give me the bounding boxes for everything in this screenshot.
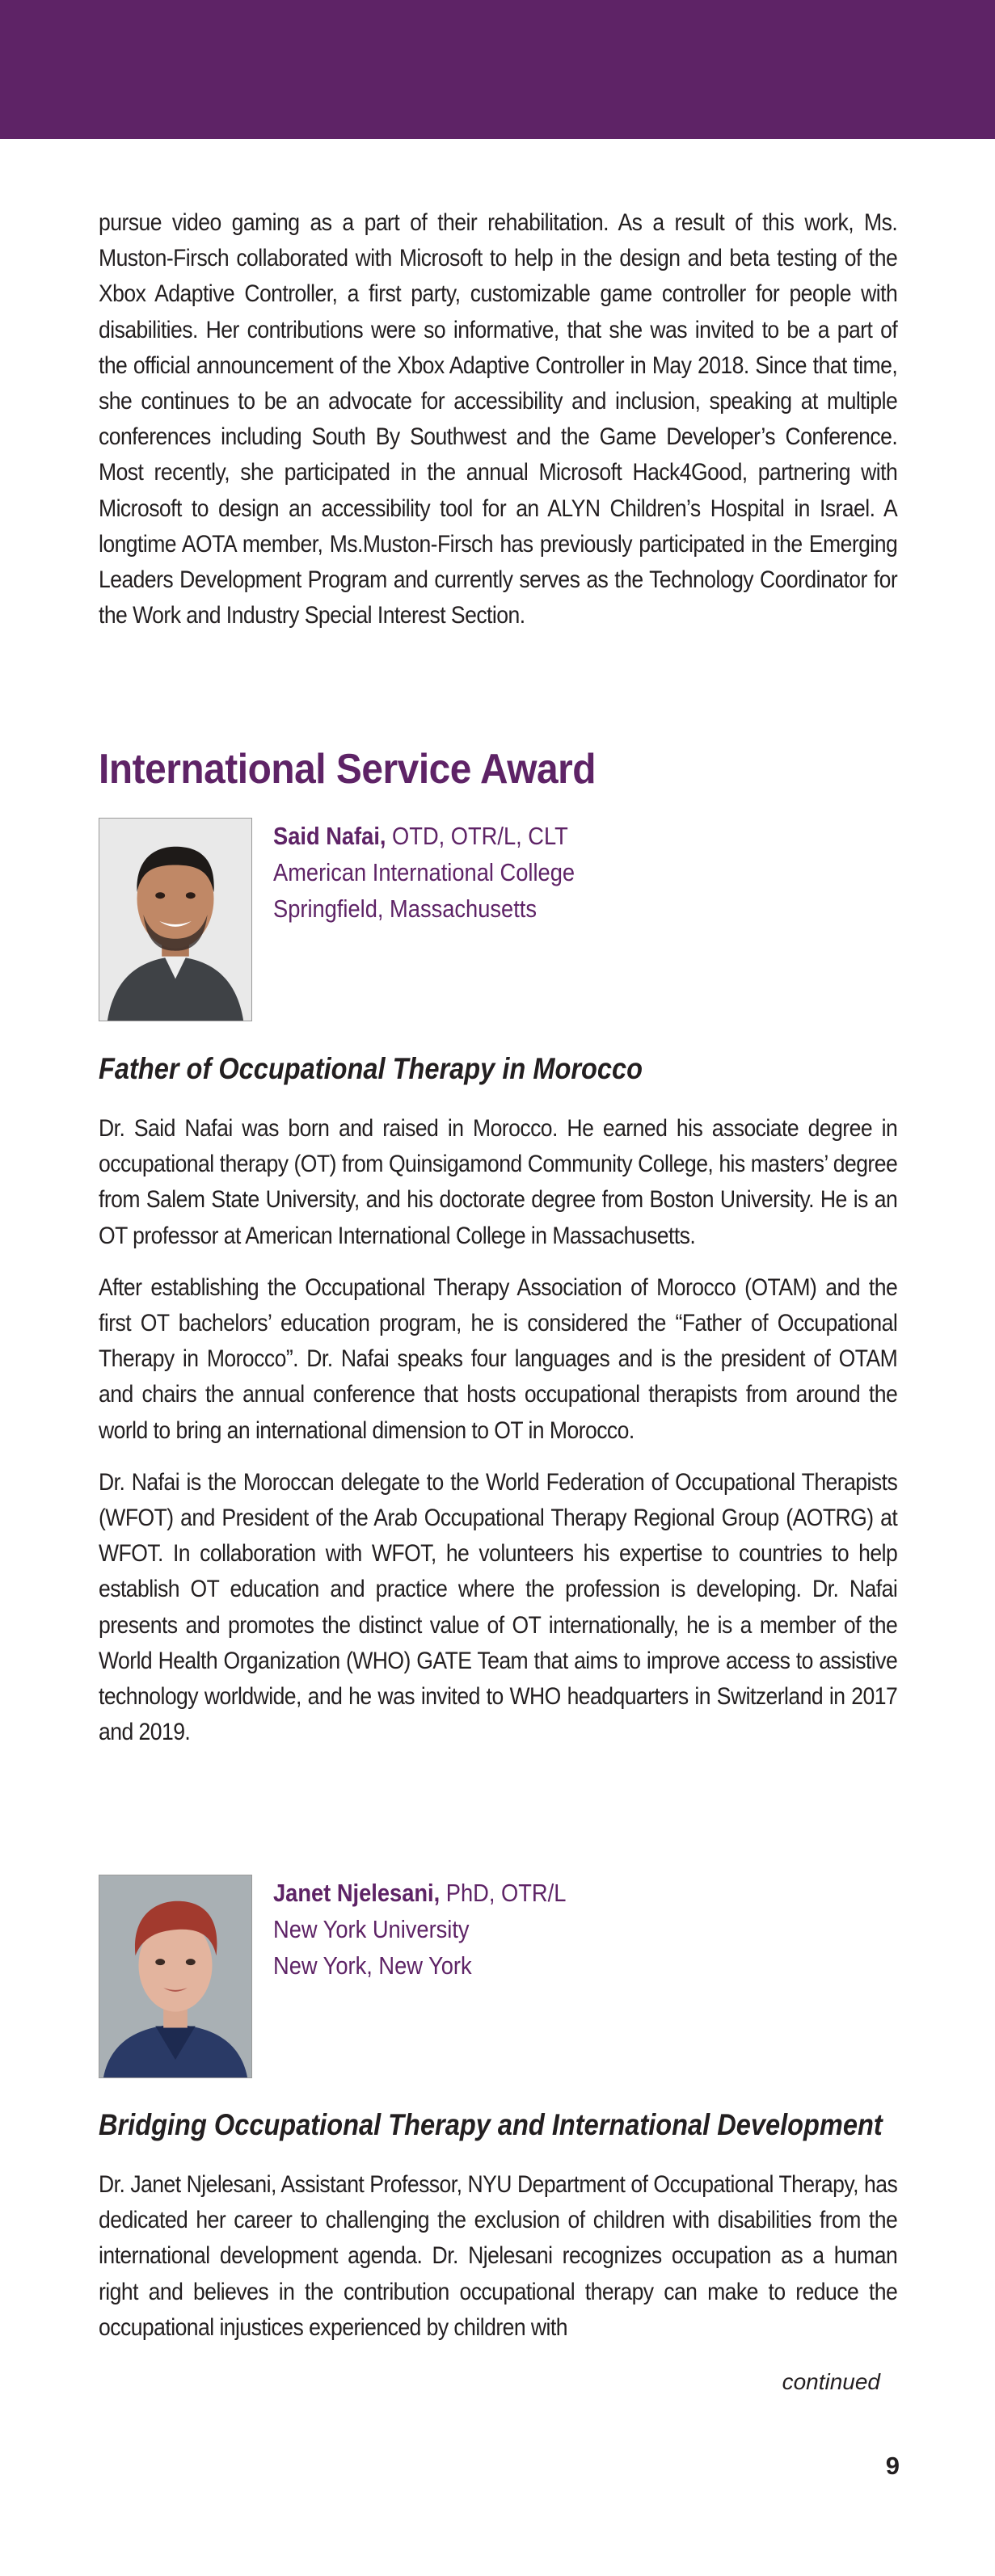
bio-paragraph: Dr. Janet Njelesani, Assistant Professor, NYU Department of Occupational Therapy, has dedicated her career to challenging the exclusion of children with disabilities from the international development agenda. Dr. Njelesani recognizes occupation as a human right and believes in the contribution occupational therapy can make to reduce the occupational injustices experienced by children with: [99, 2171, 898, 2341]
awardee-institution: American International College: [273, 858, 575, 886]
bio-paragraph: After establishing the Occupational Therapy Association of Morocco (OTAM) and the first OT bachelors’ education program, he is considered the “Father of Occupational Therapy in Morocco”. Dr. Nafai speaks four languages and is the president of OTAM and chairs the annual conference that hosts occupational therapists from around the world to bring an international dimension to OT in Morocco.: [99, 1273, 898, 1444]
bio-paragraph: Dr. Nafai is the Moroccan delegate to the World Federation of Occupational Therapists (WFOT) and President of the Arab Occupational Therapy Regional Group (AOTRG) at WFOT. In collaboration with WFOT, he volunteers his expertise to countries to help establish OT education and practice where the profession is developing. Dr. Nafai presents and promotes the distinct value of OT internationally, he is a member of the World Health Organization (WHO) GATE Team that aims to improve access to assistive technology worldwide, and he was invited to WHO headquarters in Switzerland in 2017 and 2019.: [99, 1468, 898, 1746]
page-number: 9: [885, 2452, 900, 2480]
subhead-said-nafai: Father of Occupational Therapy in Morocco: [99, 1052, 643, 1085]
awardee-location: New York, New York: [273, 1951, 472, 1980]
awardee-info: [273, 818, 575, 927]
portrait-photo-janet-njelesani: [99, 1875, 252, 2078]
section-title: International Service Award: [99, 746, 597, 793]
awardee-name-line: [273, 1875, 566, 1911]
bio-said-nafai: [99, 1111, 897, 1750]
portrait-photo-said-nafai: [99, 818, 252, 1021]
header-band: [0, 0, 995, 139]
awardee-said-nafai: [99, 818, 907, 1023]
awardee-credentials: PhD, OTR/L: [440, 1879, 567, 1907]
bio-paragraph: Dr. Said Nafai was born and raised in Morocco. He earned his associate degree in occupational therapy (OT) from Quinsigamond Community College, his masters’ degree from Salem State University, and his doctorate degree from Boston University. He is an OT professor at American International College in Massachusetts.: [99, 1115, 898, 1249]
continued-label: continued: [782, 2369, 880, 2394]
awardee-info: [273, 1875, 566, 1984]
intro-paragraph: pursue video gaming as a part of their rehabilitation. As a result of this work, Ms. Muston-Firsch collaborated with Microsoft to help in the design and beta testing of the Xbox Adaptive Controller, a first party, customizable game controller for people with disabilities. Her contributions were so informative, that she was invited to be a part of the official announcement of the Xbox Adaptive Controller in May 2018. Since that time, she continues to be an advocate for accessibility and inclusion, speaking at multiple conferences including South By Southwest and the Game Developer’s Conference. Most recently, she participated in the annual Microsoft Hack4Good, partnering with Microsoft to design an accessibility tool for an ALYN Children’s Hospital in Israel. A longtime AOTA member, Ms.Muston-Firsch has previously participated in the Emerging Leaders Development Program and currently serves as the Technology Coordinator for the Work and Industry Special Interest Section.: [99, 209, 898, 629]
bio-janet-njelesani: [99, 2167, 897, 2346]
subhead-janet-njelesani: Bridging Occupational Therapy and International Development: [99, 2108, 883, 2141]
awardee-institution: New York University: [273, 1915, 470, 1943]
awardee-name: Said Nafai,: [273, 822, 386, 850]
awardee-name: Janet Njelesani,: [273, 1879, 441, 1907]
intro-block: [99, 205, 897, 633]
awardee-name-line: [273, 818, 575, 854]
awardee-location: Springfield, Massachusetts: [273, 894, 538, 923]
awardee-janet-njelesani: [99, 1875, 907, 2080]
awardee-credentials: OTD, OTR/L, CLT: [386, 822, 568, 850]
